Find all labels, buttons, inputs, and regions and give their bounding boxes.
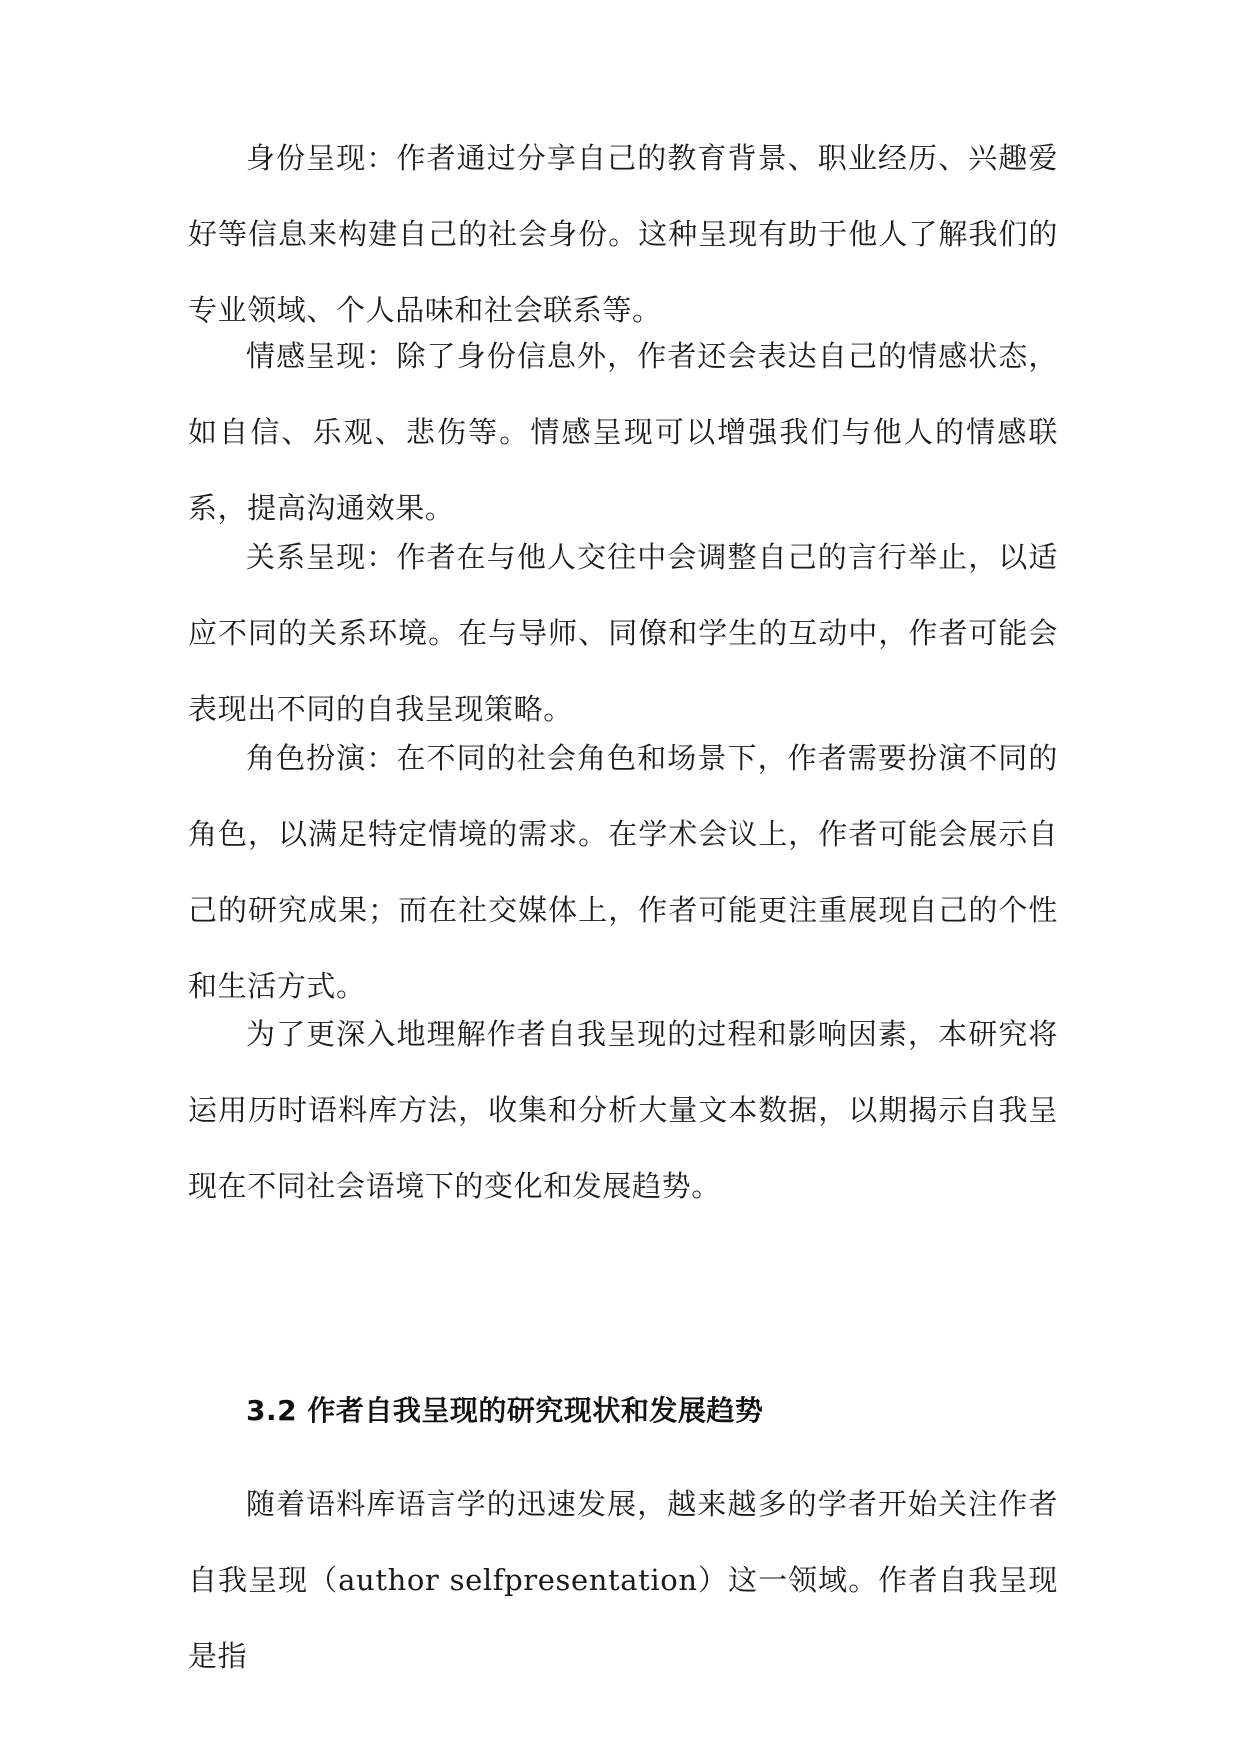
paragraph-emotional-presentation: 情感呈现：除了身份信息外，作者还会表达自己的情感状态，如自信、乐观、悲伤等。情感呈现可以增强我们与他人的情感联系，提高沟通效果。	[188, 339, 1058, 525]
paragraph-role-playing: 角色扮演：在不同的社会角色和场景下，作者需要扮演不同的角色，以满足特定情境的需求。在学术会议上，作者可能会展示自己的研究成果；而在社交媒体上，作者可能更注重展现自己的个性和生活方式。	[188, 741, 1058, 1003]
paragraph-research-status: 随着语料库语言学的迅速发展，越来越多的学者开始关注作者自我呈现（author selfpresentation）这一领域。作者自我呈现是指	[188, 1487, 1058, 1673]
section-heading: 3.2 作者自我呈现的研究现状和发展趋势	[246, 1394, 764, 1427]
paragraph-relational-presentation: 关系呈现：作者在与他人交往中会调整自己的言行举止，以适应不同的关系环境。在与导师、同僚和学生的互动中，作者可能会表现出不同的自我呈现策略。	[188, 540, 1058, 726]
paragraph-identity-presentation: 身份呈现：作者通过分享自己的教育背景、职业经历、兴趣爱好等信息来构建自己的社会身份。这种呈现有助于他人了解我们的专业领域、个人品味和社会联系等。	[188, 141, 1058, 327]
paragraph-research-purpose: 为了更深入地理解作者自我呈现的过程和影响因素，本研究将运用历时语料库方法，收集和分析大量文本数据，以期揭示自我呈现在不同社会语境下的变化和发展趋势。	[188, 1017, 1058, 1203]
